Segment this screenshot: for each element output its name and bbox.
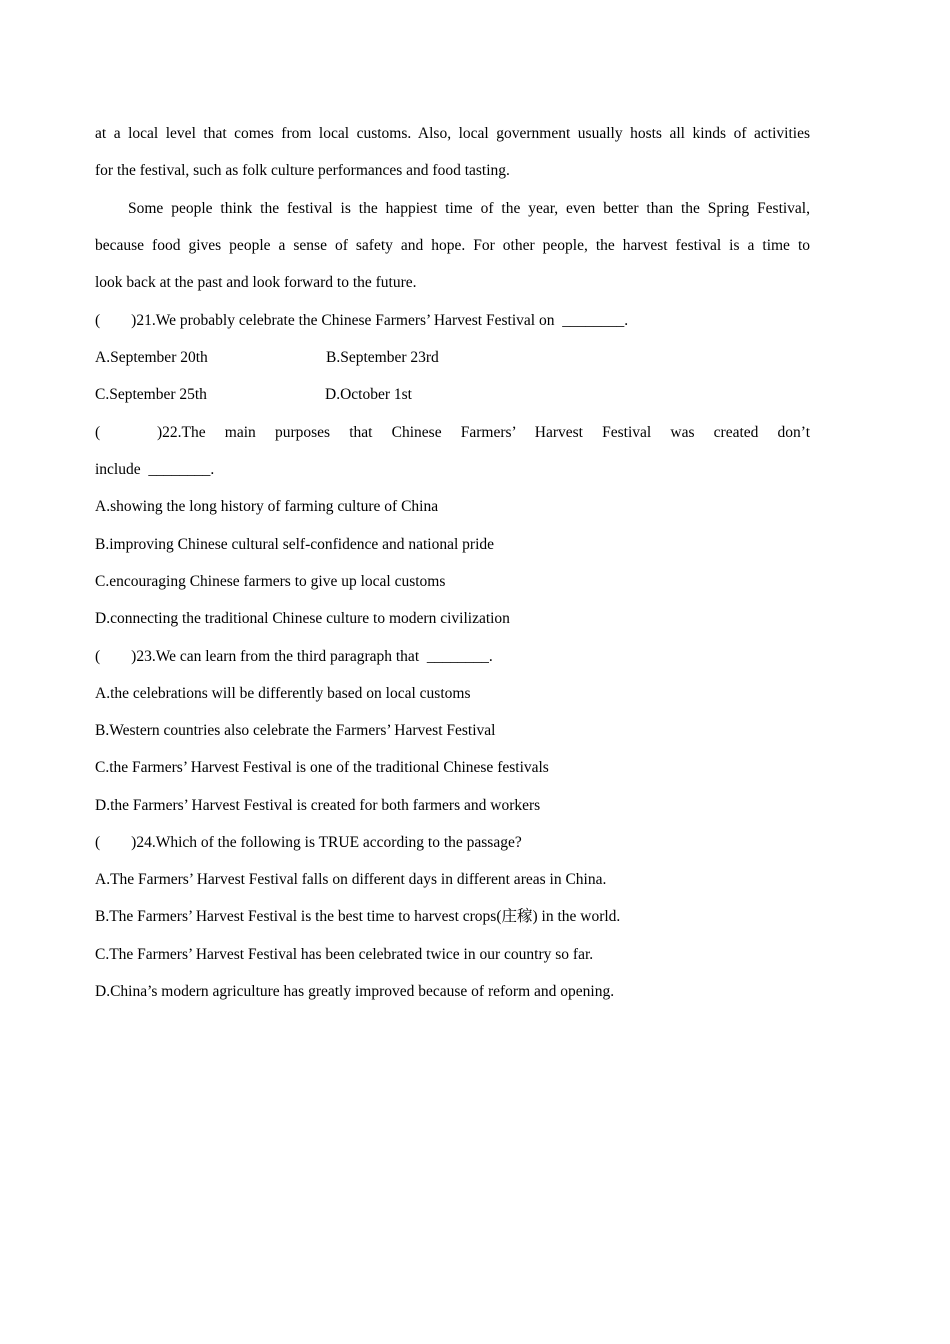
question-21-options-row1	[95, 347, 810, 369]
question-24-stem: ( )24.Which of the following is TRUE according to the passage?	[95, 834, 522, 851]
question-22-stem-line2: include ________.	[95, 461, 215, 478]
question-22-option-a: A.showing the long history of farming culture of China	[95, 498, 439, 515]
question-23-option-b: B.Western countries also celebrate the Farmers’ Harvest Festival	[95, 722, 496, 739]
question-22-answer-paren: (	[95, 424, 101, 441]
question-22-stem-line1	[95, 422, 810, 444]
question-22-option-c: C.encouraging Chinese farmers to give up local customs	[95, 573, 446, 590]
question-24-option-b: B.The Farmers’ Harvest Festival is the best time to harvest crops(庄稼) in the world.	[95, 908, 621, 925]
question-23-option-a: A.the celebrations will be differently based on local customs	[95, 685, 471, 702]
question-24-option-d: D.China’s modern agriculture has greatly improved because of reform and opening.	[95, 983, 615, 1000]
question-21-option-b: B.September 23rd	[326, 349, 439, 366]
question-23-stem: ( )23.We can learn from the third paragraph that ________.	[95, 648, 493, 665]
question-21-options-row2	[95, 384, 810, 406]
question-24-option-a: A.The Farmers’ Harvest Festival falls on different days in different areas in China.	[95, 871, 607, 888]
passage-p4-line3: look back at the past and look forward to the future.	[95, 274, 417, 291]
question-23-option-d: D.the Farmers’ Harvest Festival is created for both farmers and workers	[95, 797, 541, 814]
question-22-option-b: B.improving Chinese cultural self-confidence and national pride	[95, 536, 495, 553]
passage-p4-line2: because food gives people a sense of safety and hope. For other people, the harvest festival is a time to	[95, 237, 810, 254]
question-21-option-d: D.October 1st	[325, 386, 412, 403]
passage-p4-line1: Some people think the festival is the happiest time of the year, even better than the Spring Festival,	[128, 200, 810, 217]
question-21-option-a: A.September 20th	[95, 349, 208, 366]
question-21-option-c: C.September 25th	[95, 386, 207, 403]
question-24-option-c: C.The Farmers’ Harvest Festival has been celebrated twice in our country so far.	[95, 946, 594, 963]
question-22-option-d: D.connecting the traditional Chinese culture to modern civilization	[95, 610, 510, 627]
question-23-option-c: C.the Farmers’ Harvest Festival is one of the traditional Chinese festivals	[95, 759, 549, 776]
passage-p3-line2: for the festival, such as folk culture performances and food tasting.	[95, 162, 510, 179]
question-21-stem: ( )21.We probably celebrate the Chinese Farmers’ Harvest Festival on ________.	[95, 312, 629, 329]
question-22-stem: )22.The main purposes that Chinese Farmers’ Harvest Festival was created don’t	[157, 424, 810, 441]
passage-p3-line1: at a local level that comes from local customs. Also, local government usually hosts all kinds of activities	[95, 125, 810, 142]
